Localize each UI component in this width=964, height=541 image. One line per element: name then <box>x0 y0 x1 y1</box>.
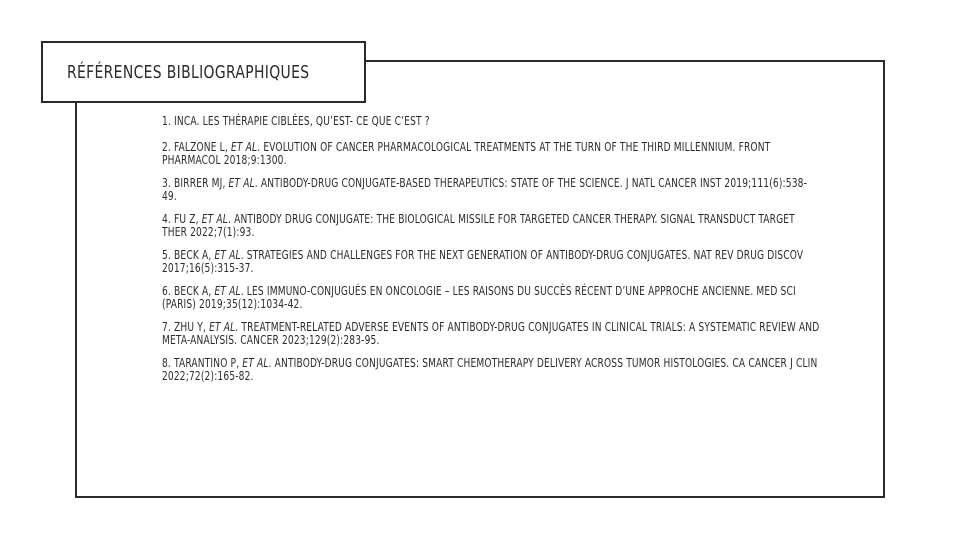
reference-list <box>162 115 822 393</box>
reference-item-5 <box>162 249 821 275</box>
reference-item-7 <box>162 321 821 347</box>
reference-text: . EVOLUTION OF CANCER PHARMACOLOGICAL TREATMENTS AT THE TURN OF THE THIRD MILLENNIUM. FRONT PHARMACOL 2018;9:1300. <box>162 140 771 167</box>
reference-etal: ET AL <box>201 212 228 226</box>
reference-text: . LES IMMUNO-CONJUGUÉS EN ONCOLOGIE – LES RAISONS DU SUCCÈS RÉCENT D’UNE APPROCHE ANCIENNE. MED SCI (PARIS) 2019;35(12):1034-42. <box>162 284 796 311</box>
title-box <box>41 41 366 103</box>
reference-authors: BECK A, <box>170 284 215 298</box>
reference-number: 3. <box>162 176 171 190</box>
reference-authors: INCA. LES THÉRAPIE CIBLÉES, QU’EST- CE QUE C’EST ? <box>170 114 430 128</box>
reference-item-8 <box>162 357 821 383</box>
reference-text: . ANTIBODY-DRUG CONJUGATES: SMART CHEMOTHERAPY DELIVERY ACROSS TUMOR HISTOLOGIES. CA CANCER J CLIN 2022;72(2):165-82. <box>162 356 818 383</box>
reference-number: 1. <box>162 114 171 128</box>
reference-number: 6. <box>162 284 171 298</box>
reference-etal: ET AL <box>242 356 269 370</box>
reference-authors: FALZONE L, <box>170 140 231 154</box>
reference-authors: TARANTINO P, <box>170 356 243 370</box>
reference-text: . ANTIBODY DRUG CONJUGATE: THE BIOLOGICAL MISSILE FOR TARGETED CANCER THERAPY. SIGNAL TRANSDUCT TARGET THER 2022;7(1):93. <box>162 212 795 239</box>
reference-number: 8. <box>162 356 171 370</box>
reference-number: 2. <box>162 140 171 154</box>
reference-item-6 <box>162 285 821 311</box>
reference-etal: ET AL <box>230 140 258 154</box>
reference-item-1 <box>162 115 821 128</box>
reference-authors: BIRRER MJ, <box>170 176 229 190</box>
reference-item-2 <box>162 141 821 167</box>
reference-number: 7. <box>162 320 171 334</box>
page-title: RÉFÉRENCES BIBLIOGRAPHIQUES <box>67 61 310 83</box>
reference-text: . STRATEGIES AND CHALLENGES FOR THE NEXT GENERATION OF ANTIBODY-DRUG CONJUGATES. NAT REV DRUG DISCOV 2017;16(5):315-37. <box>162 248 804 275</box>
reference-item-3 <box>162 177 821 203</box>
reference-text: . TREATMENT-RELATED ADVERSE EVENTS OF ANTIBODY-DRUG CONJUGATES IN CLINICAL TRIALS: A SYSTEMATIC REVIEW AND META-ANALYSIS. CANCER 2023;129(2):283-95. <box>162 320 820 347</box>
reference-etal: ET AL <box>209 320 236 334</box>
reference-etal: ET AL <box>214 248 241 262</box>
reference-authors: ZHU Y, <box>170 320 210 334</box>
reference-number: 4. <box>162 212 171 226</box>
reference-etal: ET AL <box>214 284 241 298</box>
reference-etal: ET AL <box>228 176 255 190</box>
reference-number: 5. <box>162 248 171 262</box>
reference-authors: BECK A, <box>170 248 215 262</box>
reference-item-4 <box>162 213 821 239</box>
reference-text: . ANTIBODY-DRUG CONJUGATE-BASED THERAPEUTICS: STATE OF THE SCIENCE. J NATL CANCER INST 2019;111(6):538-49. <box>162 176 808 203</box>
reference-authors: FU Z, <box>170 212 202 226</box>
